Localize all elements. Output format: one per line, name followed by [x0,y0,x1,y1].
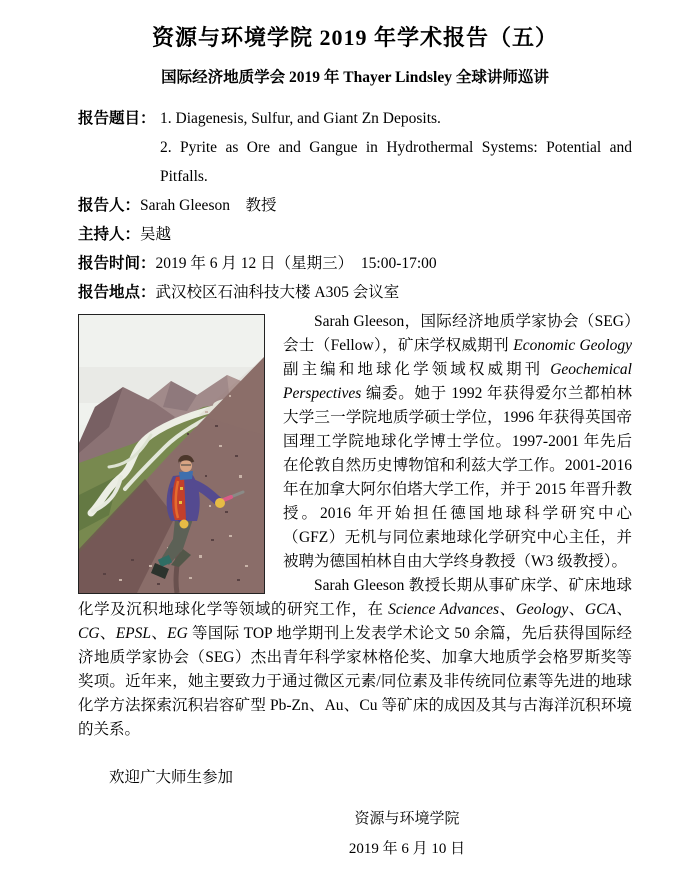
venue-row [78,278,632,307]
info-block [78,104,632,307]
time-value: 2019 年 6 月 12 日（星期三） 15:00-17:00 [155,255,437,272]
topic-item-1: 1. Diagenesis, Sulfur, and Giant Zn Deposits. [160,110,441,127]
time-row [78,249,632,278]
topic-label: 报告题目： [78,110,156,127]
bio-paragraph-2: Sarah Gleeson 教授长期从事矿床学、矿床地球化学及沉积地球化学等领域的研究工作，在 Science Advances、Geology、GCA、CG、EPSL、EG 等国际 TOP 地学期刊上发表学术论文 50 余篇，先后获得国际经济地质学家协会（SEG）杰出青年科学家林格伦奖、加拿大地质学会格罗斯奖等奖项。近年来，她主要致力于通过微区元素/同位素及非传统同位素等先进的地球化学方法探索沉积岩容矿型 Pb-Zn、Au、Cu 等矿床的成因及其与古海洋沉积环境的关系。 [78,577,632,738]
page-subtitle: 国际经济地质学会 2019 年 Thayer Lindsley 全球讲师巡讲 [161,69,549,86]
speaker-label: 报告人： [78,197,141,214]
host-row [78,220,632,249]
page-title: 资源与环境学院 2019 年学术报告（五） [151,25,558,50]
speaker-row [78,191,632,220]
venue-label: 报告地点： [78,284,156,301]
signature-date: 2019 年 6 月 10 日 [348,841,466,857]
bio-section [78,310,632,742]
speaker-value: Sarah Gleeson 教授 [140,197,277,214]
topic-values [160,104,632,191]
host-label: 主持人： [78,226,141,243]
signature-block [307,804,507,864]
field-photo-illustration [79,315,264,593]
speaker-photo [78,314,265,594]
time-label: 报告时间： [78,255,156,272]
bio-paragraph-1: Sarah Gleeson，国际经济地质学家协会（SEG）会士（Fellow），矿床学权威期刊 Economic Geology 副主编和地球化学领域权威期刊 Geochemical Perspectives 编委。她于 1992 年获得爱尔兰都柏林大学三一学院地质学硕士学位，1996 年获得英国帝国理工学院地球化学博士学位。1997-2001 年先后在伦敦自然历史博物馆和利兹大学工作。2001-2016 年在加拿大阿尔伯塔大学工作，并于 2015 年晋升教授。2016 年开始担任德国地球科学研究中心（GFZ）无机与同位素地球化学研究中心主任，并被聘为德国柏林自由大学终身教授（W3 级教授）。 [283,313,632,570]
venue-value: 武汉校区石油科技大楼 A305 会议室 [155,284,400,301]
host-value: 吴越 [140,226,172,243]
topic-row [78,104,632,191]
signature-name: 资源与环境学院 [354,811,460,827]
welcome-line: 欢迎广大师生参加 [109,769,234,786]
topic-item-2: 2. Pyrite as Ore and Gangue in Hydrothermal Systems: Potential and Pitfalls. [160,139,632,185]
